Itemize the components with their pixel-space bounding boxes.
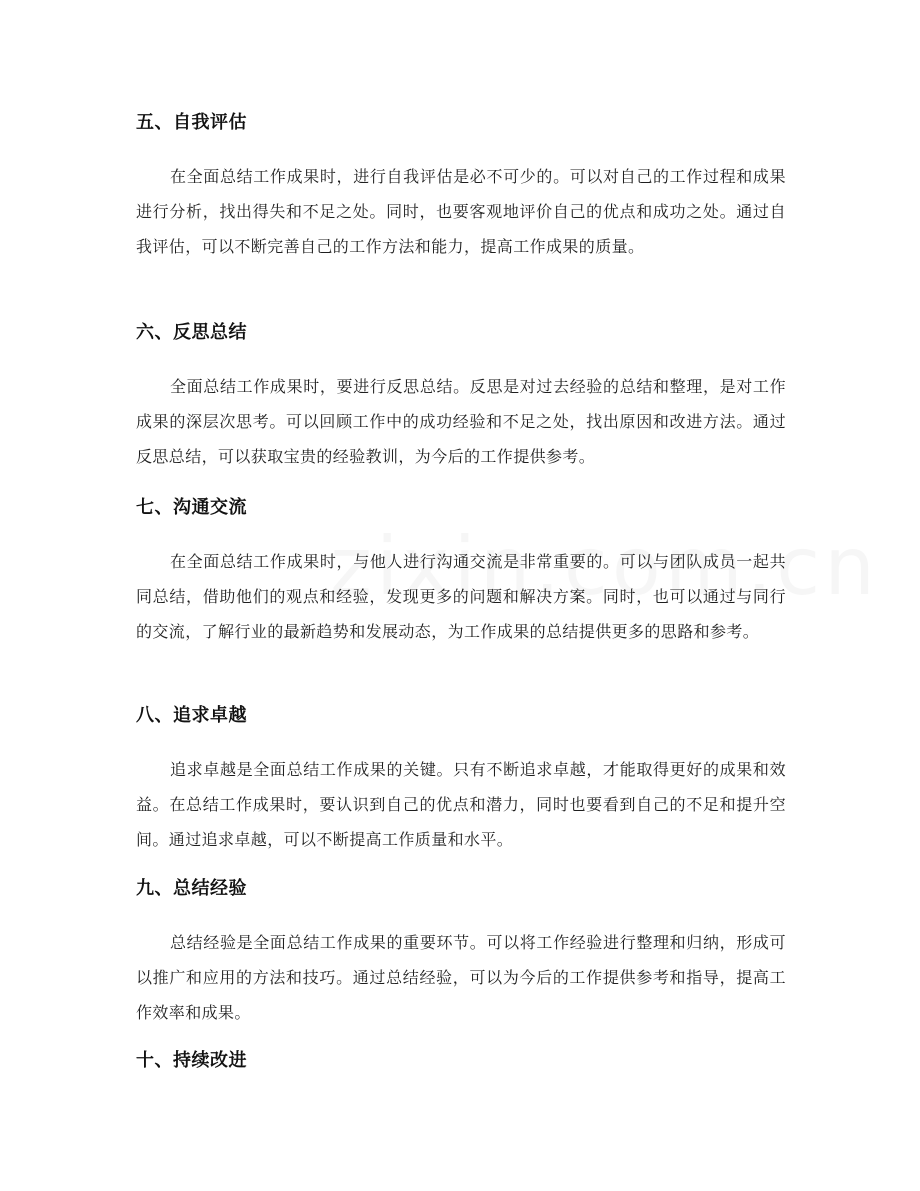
section-heading: 九、总结经验	[136, 878, 247, 899]
section-heading: 六、反思总结	[136, 322, 247, 343]
section-self-assessment	[136, 111, 786, 264]
section-heading: 八、追求卓越	[136, 705, 247, 726]
section-communication	[136, 496, 786, 649]
section-paragraph: 追求卓越是全面总结工作成果的关键。只有不断追求卓越，才能取得更好的成果和效益。在总结工作成果时，要认识到自己的优点和潜力，同时也要看到自己的不足和提升空间。通过追求卓越，可以不断提高工作质量和水平。	[136, 760, 786, 849]
section-paragraph: 在全面总结工作成果时，与他人进行沟通交流是非常重要的。可以与团队成员一起共同总结，借助他们的观点和经验，发现更多的问题和解决方案。同时，也可以通过与同行的交流，了解行业的最新趋势和发展动态，为工作成果的总结提供更多的思路和参考。	[136, 552, 786, 641]
section-reflection	[136, 321, 786, 474]
section-paragraph: 全面总结工作成果时，要进行反思总结。反思是对过去经验的总结和整理，是对工作成果的深层次思考。可以回顾工作中的成功经验和不足之处，找出原因和改进方法。通过反思总结，可以获取宝贵的经验教训，为今后的工作提供参考。	[136, 377, 786, 466]
section-paragraph: 在全面总结工作成果时，进行自我评估是必不可少的。可以对自己的工作过程和成果进行分析，找出得失和不足之处。同时，也要客观地评价自己的优点和成功之处。通过自我评估，可以不断完善自己的工作方法和能力，提高工作成果的质量。	[136, 167, 786, 256]
section-heading: 十、持续改进	[136, 1050, 247, 1071]
section-excellence	[136, 704, 786, 857]
section-heading: 五、自我评估	[136, 112, 247, 133]
section-continuous-improvement	[136, 1049, 786, 1073]
section-experience	[136, 877, 786, 1030]
section-heading: 七、沟通交流	[136, 497, 247, 518]
section-paragraph: 总结经验是全面总结工作成果的重要环节。可以将工作经验进行整理和归纳，形成可以推广和应用的方法和技巧。通过总结经验，可以为今后的工作提供参考和指导，提高工作效率和成果。	[136, 933, 786, 1022]
